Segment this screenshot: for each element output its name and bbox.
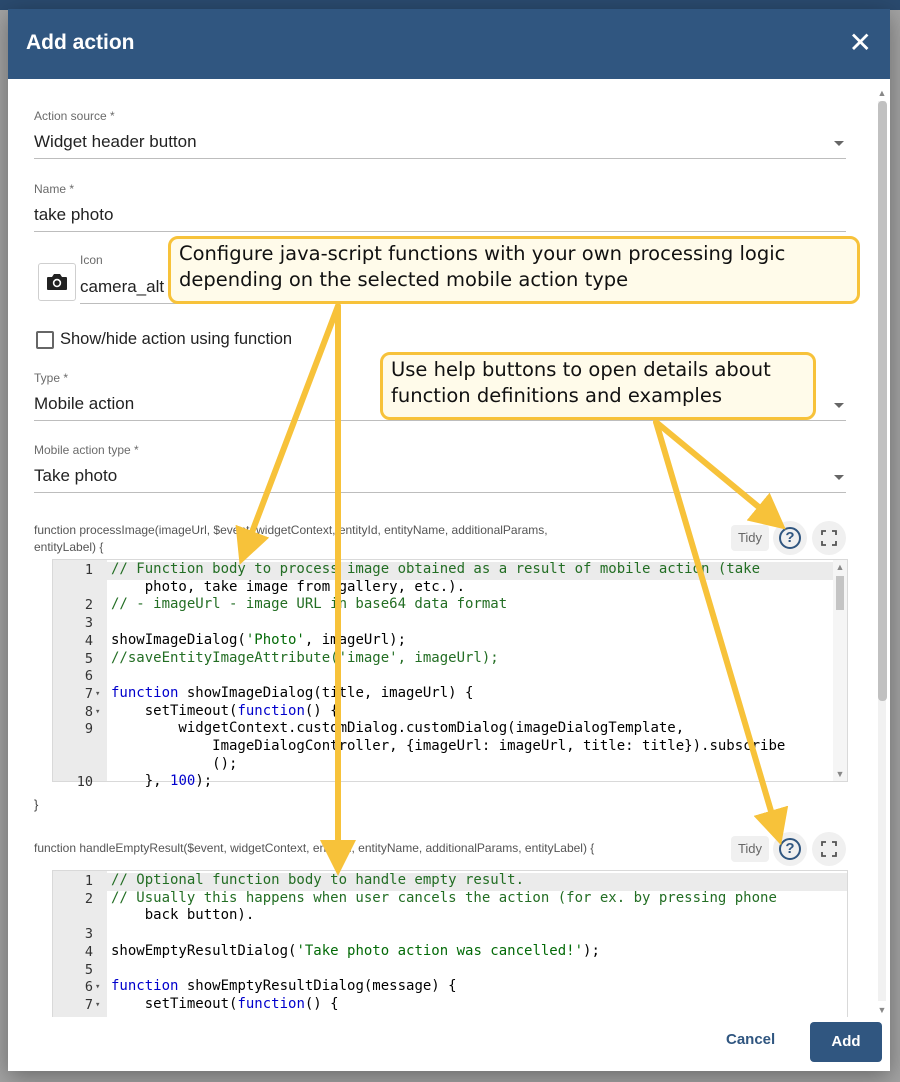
help-button[interactable] (773, 832, 807, 866)
field-underline (80, 303, 180, 304)
dialog-header (8, 9, 890, 79)
scroll-up-icon[interactable]: ▲ (835, 562, 845, 572)
fold-toggle-icon[interactable]: ▾ (95, 999, 101, 1010)
code-line: // Function body to process image obtained as a result of mobile action (take (111, 561, 761, 577)
mobile-action-type-label: Mobile action type * (34, 443, 139, 457)
fold-toggle-icon[interactable]: ▾ (95, 688, 101, 699)
scroll-up-icon[interactable]: ▲ (877, 88, 887, 98)
line-number: 3 (84, 615, 93, 632)
line-number: 7 (84, 996, 93, 1013)
line-number: 5 (84, 650, 93, 667)
line-number: 2 (84, 597, 93, 614)
scroll-down-icon[interactable]: ▼ (877, 1005, 887, 1015)
show-hide-checkbox[interactable] (36, 331, 54, 349)
editor-scrollbar[interactable] (833, 560, 847, 781)
callout-text-line1: Use help buttons to open details about (391, 358, 771, 381)
code-line: widgetContext.customDialog.customDialog(imageDialogTemplate, (111, 720, 685, 737)
line-number: 6 (84, 979, 93, 996)
field-underline (34, 231, 846, 232)
callout-text-line2: depending on the selected mobile action type (179, 268, 629, 291)
tidy-button[interactable]: Tidy (731, 525, 769, 551)
dialog-scrollbar[interactable] (876, 87, 888, 1017)
line-number: 3 (84, 926, 93, 943)
show-hide-label[interactable]: Show/hide action using function (60, 330, 293, 348)
help-buttons-callout (380, 352, 816, 420)
icon-label: Icon (80, 253, 103, 267)
chevron-down-icon (834, 141, 844, 146)
chevron-down-icon (834, 403, 844, 408)
js-functions-callout (168, 236, 860, 304)
process-image-signature-line1: function processImage(imageUrl, $event, widgetContext, entityId, entityName, additionalParams, (34, 523, 548, 537)
callout-text-line2: function definitions and examples (391, 384, 722, 407)
icon-value[interactable]: camera_alt (80, 277, 165, 296)
fullscreen-button[interactable] (812, 832, 846, 866)
scrollbar-thumb[interactable] (878, 101, 887, 701)
code-line: setTimeout(function() { (111, 995, 339, 1012)
code-line: // Optional function body to handle empty result. (111, 872, 525, 888)
help-button[interactable] (773, 521, 807, 555)
handle-empty-result-signature: function handleEmptyResult($event, widgetContext, entityId, entityName, additionalParams, entityLabel) { (34, 841, 595, 855)
field-underline (34, 420, 846, 421)
line-number: 4 (84, 632, 93, 649)
code-line: function showEmptyResultDialog(message) { (111, 978, 457, 995)
fullscreen-icon (821, 530, 837, 546)
help-icon: ? (779, 838, 801, 860)
add-action-dialog (8, 9, 890, 1071)
line-number: 1 (84, 562, 93, 578)
field-underline (34, 492, 846, 493)
tidy-button[interactable]: Tidy (731, 836, 769, 862)
add-button[interactable]: Add (810, 1022, 882, 1062)
callout-text-line1: Configure java-script functions with your own processing logic (179, 242, 786, 265)
code-line: // Usually this happens when user cancels the action (for ex. by pressing phone (111, 889, 777, 906)
line-number: 1 (84, 873, 93, 889)
code-line: function showImageDialog(title, imageUrl) { (111, 684, 474, 701)
code-line: setTimeout(function() { (111, 702, 339, 719)
type-value: Mobile action (34, 394, 135, 413)
chevron-down-icon (834, 475, 844, 480)
line-number: 10 (76, 774, 93, 791)
line-number: 6 (84, 668, 93, 685)
action-source-label: Action source * (34, 109, 115, 123)
line-number: 8 (84, 703, 93, 720)
dialog-title: Add action (26, 31, 135, 54)
code-line: showEmptyResultDialog('Take photo action was cancelled!'); (111, 942, 600, 959)
code-line: back button). (111, 907, 255, 924)
line-number: 9 (84, 721, 93, 738)
line-number: 2 (84, 890, 93, 907)
code-line: ImageDialogController, {imageUrl: imageUrl, title: title}).subscribe (111, 738, 786, 754)
line-number: 4 (84, 943, 93, 960)
name-label: Name * (34, 182, 75, 196)
process-image-code-editor[interactable] (52, 559, 848, 791)
process-image-signature-line2: entityLabel) { (34, 540, 104, 554)
mobile-action-type-value: Take photo (34, 466, 118, 485)
code-line: showImageDialog('Photo', imageUrl); (111, 631, 407, 648)
closing-brace: } (34, 797, 39, 812)
code-line: // - imageUrl - image URL in base64 data format (111, 596, 508, 613)
help-icon: ? (779, 527, 801, 549)
fold-toggle-icon[interactable]: ▾ (95, 982, 101, 993)
code-line: }, 100); (111, 773, 213, 790)
fullscreen-icon (821, 841, 837, 857)
line-number: 5 (84, 961, 93, 978)
name-value: take photo (34, 205, 114, 224)
action-source-value: Widget header button (34, 132, 197, 151)
close-icon[interactable]: ✕ (848, 27, 872, 58)
line-number: 7 (84, 685, 93, 702)
editor-scrollbar-thumb[interactable] (836, 576, 844, 610)
camera-icon (39, 264, 75, 300)
code-line: photo, take image from gallery, etc.). (111, 578, 466, 595)
fullscreen-button[interactable] (812, 521, 846, 555)
scroll-down-icon[interactable]: ▼ (835, 769, 845, 779)
code-line: //saveEntityImageAttribute('image', imageUrl); (111, 649, 499, 666)
type-label: Type * (34, 371, 69, 385)
icon-picker-button[interactable] (38, 263, 76, 301)
fold-toggle-icon[interactable]: ▾ (95, 706, 101, 717)
cancel-button[interactable]: Cancel (726, 1031, 776, 1048)
field-underline (34, 158, 846, 159)
code-line: (); (111, 755, 238, 772)
handle-empty-result-code-editor[interactable] (52, 870, 848, 1021)
